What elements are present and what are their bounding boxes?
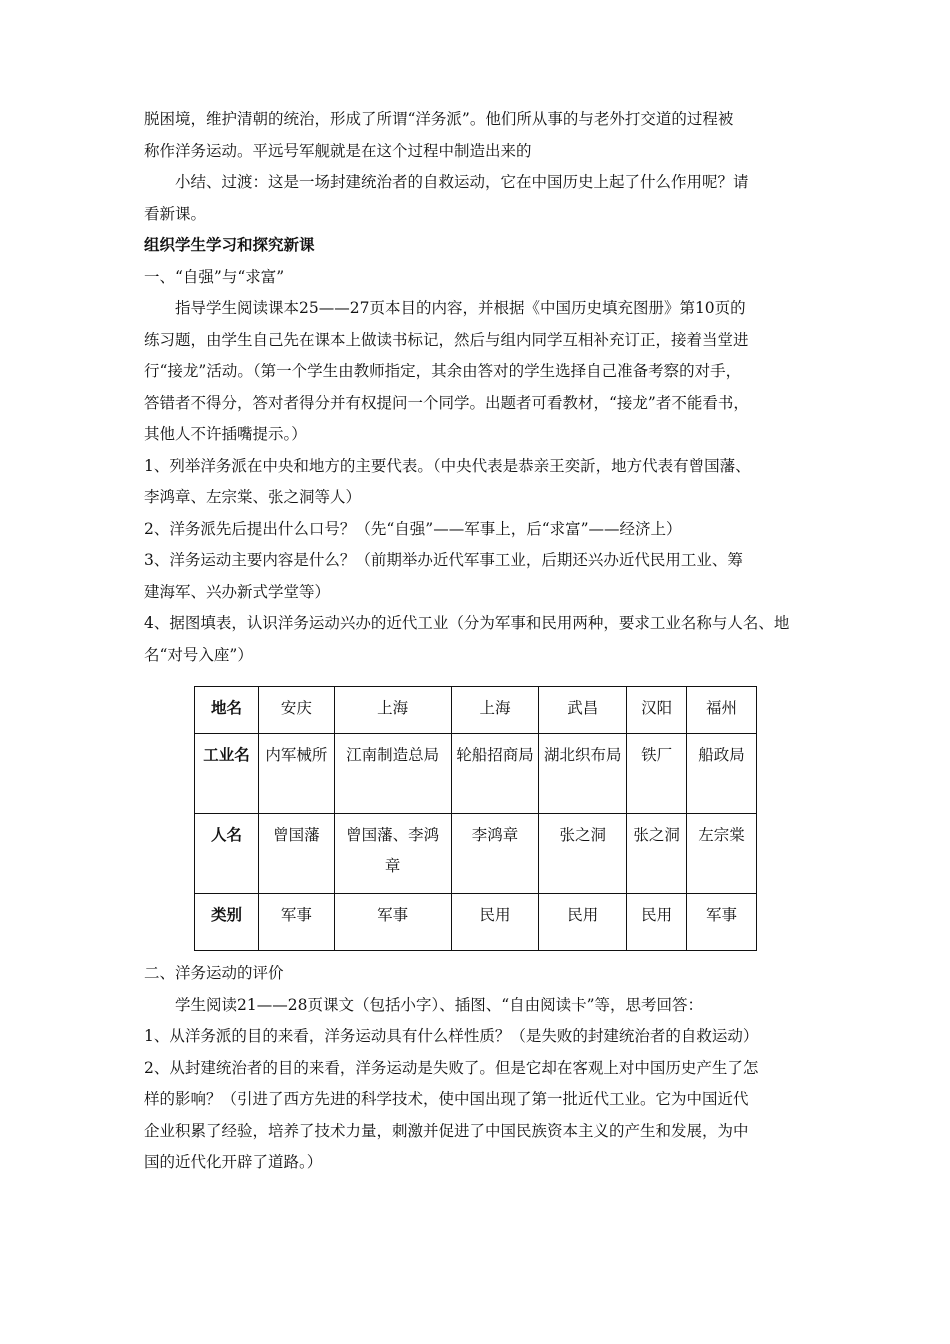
table-cell: 上海 xyxy=(451,687,539,734)
table-cell: 民用 xyxy=(627,894,687,951)
table-cell: 福州 xyxy=(687,687,757,734)
paragraph-line: 指导学生阅读课本25——27页本目的内容，并根据《中国历史填充图册》第10页的 xyxy=(175,299,746,317)
table-cell: 安庆 xyxy=(258,687,334,734)
question-line: 样的影响？（引进了西方先进的科学技术，使中国出现了第一批近代工业。它为中国近代 xyxy=(144,1090,749,1108)
row-header-industry: 工业名 xyxy=(195,734,259,814)
table-cell: 民用 xyxy=(539,894,627,951)
table-cell: 江南制造总局 xyxy=(334,734,451,814)
row-header-person: 人名 xyxy=(195,814,259,894)
question-line: 名“对号入座”） xyxy=(144,645,253,664)
table-cell: 轮船招商局 xyxy=(451,734,539,814)
table-cell: 军事 xyxy=(687,894,757,951)
table-cell: 内军械所 xyxy=(258,734,334,814)
table-row xyxy=(195,894,757,951)
paragraph-line: 答错者不得分，答对者得分并有权提问一个同学。出题者可看教材，“接龙”者不能看书， xyxy=(144,393,749,412)
table-row xyxy=(195,814,757,894)
table-cell: 汉阳 xyxy=(627,687,687,734)
question-line: 李鸿章、左宗棠、张之洞等人） xyxy=(144,488,362,506)
document-body-bottom xyxy=(144,958,816,1179)
section-heading: 组织学生学习和探究新课 xyxy=(144,236,315,254)
table-cell: 曾国藩、李鸿章 xyxy=(334,814,451,894)
section-title: 一、“自强”与“求富” xyxy=(144,267,285,286)
question-line: 建海军、兴办新式学堂等） xyxy=(144,582,331,601)
table-row xyxy=(195,687,757,734)
question-line: 国的近代化开辟了道路。） xyxy=(144,1153,323,1171)
question-line: 2、洋务派先后提出什么口号？（先“自强”——军事上，后“求富”——经济上） xyxy=(144,519,682,538)
document-body-top xyxy=(144,104,816,671)
question-line: 企业积累了经验，培养了技术力量，刺激并促进了中国民族资本主义的产生和发展，为中 xyxy=(144,1121,749,1140)
table-cell: 军事 xyxy=(334,894,451,951)
table-cell: 张之洞 xyxy=(539,814,627,894)
paragraph-line: 小结、过渡：这是一场封建统治者的自救运动，它在中国历史上起了什么作用呢？请 xyxy=(175,173,749,191)
section-title: 二、洋务运动的评价 xyxy=(144,964,284,982)
paragraph-line: 其他人不许插嘴提示。） xyxy=(144,425,307,443)
table-cell: 左宗棠 xyxy=(687,814,757,894)
row-header-place: 地名 xyxy=(195,687,259,734)
industry-table xyxy=(194,686,757,951)
table-cell: 曾国藩 xyxy=(258,814,334,894)
table-cell: 军事 xyxy=(258,894,334,951)
table-cell: 张之洞 xyxy=(627,814,687,894)
table-cell: 铁厂 xyxy=(627,734,687,814)
paragraph-line: 看新课。 xyxy=(144,204,207,223)
row-header-category: 类别 xyxy=(195,894,259,951)
paragraph-line: 练习题，由学生自己先在课本上做读书标记，然后与组内同学互相补充订正，接着当堂进 xyxy=(144,330,749,349)
question-line: 4、据图填表，认识洋务运动兴办的近代工业（分为军事和民用两种，要求工业名称与人名、地 xyxy=(144,614,790,632)
table-cell: 上海 xyxy=(334,687,451,734)
table-cell: 湖北织布局 xyxy=(539,734,627,814)
question-line: 3、洋务运动主要内容是什么？（前期举办近代军事工业，后期还兴办近代民用工业、筹 xyxy=(144,551,743,569)
question-line: 2、从封建统治者的目的来看，洋务运动是失败了。但是它却在客观上对中国历史产生了怎 xyxy=(144,1058,759,1077)
table-cell: 武昌 xyxy=(539,687,627,734)
table-row xyxy=(195,734,757,814)
table-cell: 船政局 xyxy=(687,734,757,814)
table-cell: 李鸿章 xyxy=(451,814,539,894)
paragraph-line: 学生阅读21——28页课文（包括小字）、插图、“自由阅读卡”等，思考回答： xyxy=(175,995,704,1014)
question-line: 1、从洋务派的目的来看，洋务运动具有什么样性质？（是失败的封建统治者的自救运动） xyxy=(144,1027,759,1045)
paragraph-line: 称作洋务运动。平远号军舰就是在这个过程中制造出来的 xyxy=(144,141,532,160)
paragraph-line: 脱困境，维护清朝的统治，形成了所谓“洋务派”。他们所从事的与老外打交道的过程被 xyxy=(144,110,734,128)
table-cell: 民用 xyxy=(451,894,539,951)
question-line: 1、列举洋务派在中央和地方的主要代表。（中央代表是恭亲王奕訢，地方代表有曾国藩、 xyxy=(144,456,751,475)
paragraph-line: 行“接龙”活动。（第一个学生由教师指定，其余由答对的学生选择自己准备考察的对手， xyxy=(144,362,742,380)
